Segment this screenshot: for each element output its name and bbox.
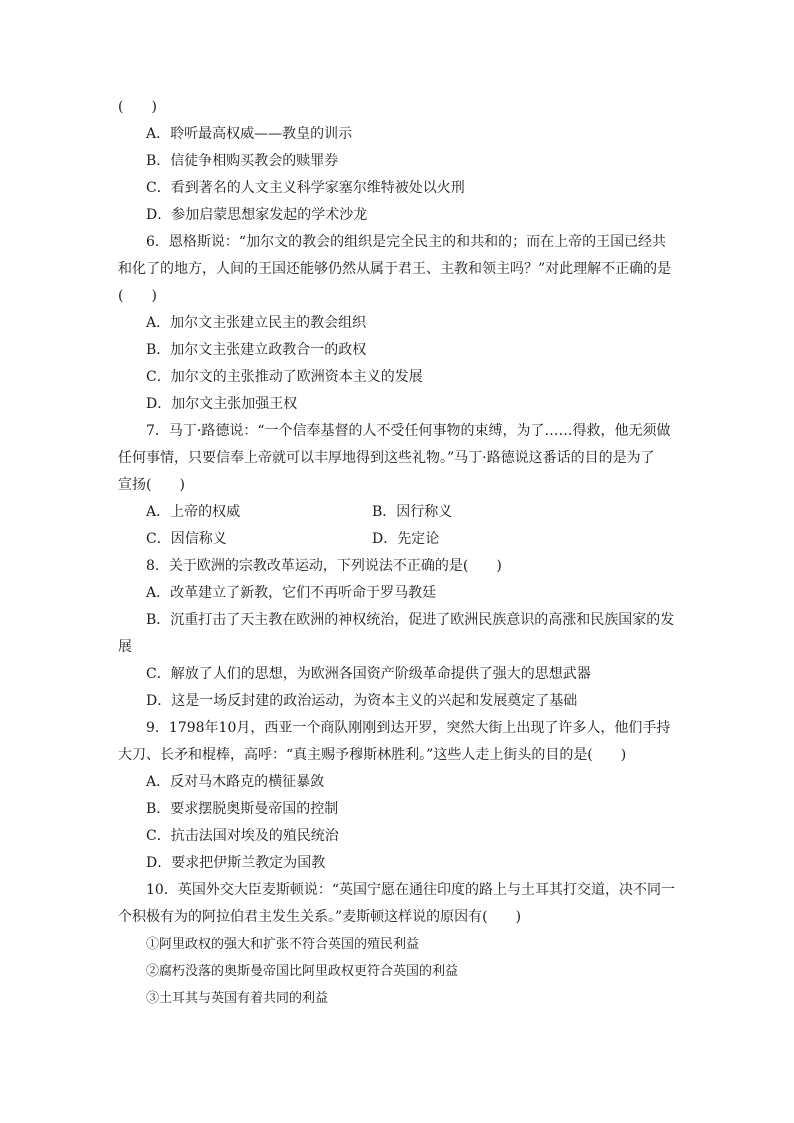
q9-option-d: D．要求把伊斯兰教定为国教 xyxy=(146,855,326,871)
q7-options-row1 xyxy=(118,499,678,526)
q8-option-c: C．解放了人们的思想，为欧洲各国资产阶级革命提供了强大的思想武器 xyxy=(146,666,591,682)
q7-option-b: B．因行称义 xyxy=(372,504,453,520)
q9-stem-line1: 9．1798年10月，西亚一个商队刚刚到达开罗，突然大街上出现了许多人，他们手持 xyxy=(146,720,671,736)
q5-option-c: C．看到著名的人文主义科学家塞尔维特被处以火刑 xyxy=(146,180,465,196)
question-list xyxy=(118,94,678,1012)
q7-options-row2 xyxy=(118,526,678,553)
q6-option-c: C．加尔文的主张推动了欧洲资本主义的发展 xyxy=(146,369,423,385)
q6-option-b: B．加尔文主张建立政教合一的政权 xyxy=(146,342,367,358)
q5-option-d: D．参加启蒙思想家发起的学术沙龙 xyxy=(146,207,368,223)
q9-option-a: A．反对马木路克的横征暴敛 xyxy=(146,774,325,790)
q9-option-b: B．要求摆脱奥斯曼帝国的控制 xyxy=(146,801,339,817)
q6-stem-line2: 和化了的地方，人间的王国还能够仍然从属于君王、主教和领主吗？”对此理解不正确的是 xyxy=(118,261,672,277)
q7-stem-line1: 7．马丁·路德说：“一个信奉基督的人不受任何事物的束缚，为了……得救，他无须做 xyxy=(146,423,671,439)
q7-option-a: A．上帝的权威 xyxy=(146,504,241,520)
q5-option-b: B．信徒争相购买教会的赎罪券 xyxy=(146,153,339,169)
q8-option-b-line2: 展 xyxy=(118,639,132,655)
q10-stem-line2: 个积极有为的阿拉伯君主发生关系。”麦斯顿这样说的原因有( ) xyxy=(118,909,522,925)
q10-stem-line1: 10．英国外交大臣麦斯顿说：“英国宁愿在通往印度的路上与土耳其打交道，决不同一 xyxy=(146,882,675,898)
q8-option-b-line1: B．沉重打击了天主教在欧洲的神权统治，促进了欧洲民族意识的高涨和民族国家的发 xyxy=(146,612,675,628)
q6-option-a: A．加尔文主张建立民主的教会组织 xyxy=(146,315,367,331)
q7-stem-line2: 任何事情，只要信奉上帝就可以丰厚地得到这些礼物。”马丁·路德说这番话的目的是为了 xyxy=(118,450,655,466)
answer-paren: ( ) xyxy=(118,99,157,115)
q10-statement-1: ①阿里政权的强大和扩张不符合英国的殖民利益 xyxy=(146,937,420,952)
q6-option-d: D．加尔文主张加强王权 xyxy=(146,396,298,412)
q7-stem-line3: 宣扬( ) xyxy=(118,477,185,493)
q9-stem-line2: 大刀、长矛和棍棒，高呼：“真主赐予穆斯林胜利。”这些人走上街头的目的是( ) xyxy=(118,747,627,763)
q8-option-d: D．这是一场反封建的政治运动，为资本主义的兴起和发展奠定了基础 xyxy=(146,693,578,709)
q8-stem: 8．关于欧洲的宗教改革运动，下列说法不正确的是( ) xyxy=(146,558,502,574)
q7-option-c: C．因信称义 xyxy=(146,531,227,547)
q5-option-a: A．聆听最高权威——教皇的训示 xyxy=(146,126,353,142)
q10-statement-2: ②腐朽没落的奥斯曼帝国比阿里政权更符合英国的利益 xyxy=(146,964,459,979)
q6-stem-line3: ( ) xyxy=(118,288,157,304)
q8-option-a: A．改革建立了新教，它们不再听命于罗马教廷 xyxy=(146,585,437,601)
q6-stem-line1: 6．恩格斯说：“加尔文的教会的组织是完全民主的和共和的；而在上帝的王国已经共 xyxy=(146,234,667,250)
q9-option-c: C．抗击法国对埃及的殖民统治 xyxy=(146,828,339,844)
q7-option-d: D．先定论 xyxy=(372,531,440,547)
q10-statement-3: ③土耳其与英国有着共同的利益 xyxy=(146,991,329,1006)
